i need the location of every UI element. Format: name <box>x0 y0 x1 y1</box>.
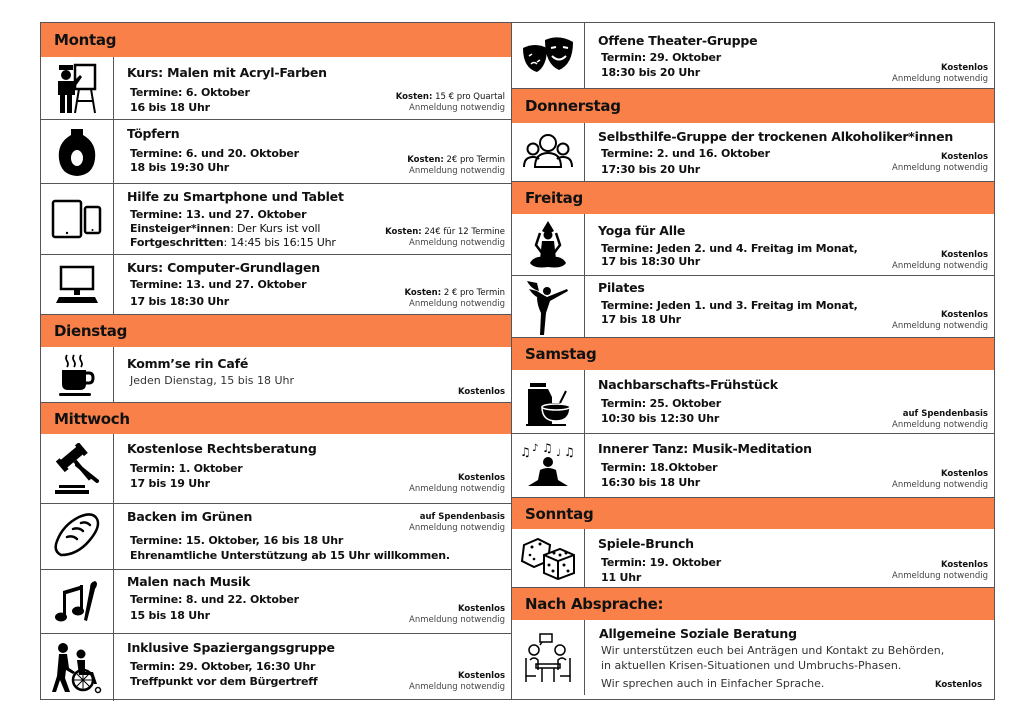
event-meeting-point: Treffpunkt vor dem Bürgertreff <box>130 675 318 688</box>
donation-label: auf Spendenbasis <box>419 512 505 522</box>
event-price <box>409 604 505 626</box>
free-label: Kostenlos <box>940 560 988 570</box>
registration-note: Anmeldung notwendig <box>409 484 505 494</box>
group-icon <box>512 123 585 181</box>
event-recht <box>41 434 511 504</box>
cost-label: Kosten: <box>385 227 422 237</box>
registration-note: Anmeldung notwendig <box>409 299 505 309</box>
registration-note: Anmeldung notwendig <box>892 163 988 173</box>
event-title: Yoga für Alle <box>598 223 686 238</box>
advanced-label: Fortgeschritten <box>130 236 224 249</box>
event-price <box>892 152 988 174</box>
event-title: Inklusive Spaziergangsgruppe <box>127 640 335 655</box>
day-header-sonntag: Sonntag <box>512 498 994 529</box>
music-brush-icon <box>41 570 114 633</box>
event-price <box>396 92 505 114</box>
event-time: 16 bis 18 Uhr <box>130 101 210 114</box>
event-brunch <box>512 529 994 588</box>
registration-note: Anmeldung notwendig <box>409 238 505 248</box>
free-label: Kostenlos <box>457 604 505 614</box>
event-price <box>892 409 988 431</box>
event-price <box>935 680 982 691</box>
event-title: Komm’se rin Café <box>127 356 249 371</box>
event-date: Termine: 15. Oktober, 16 bis 18 Uhr <box>130 534 344 547</box>
event-fruehstueck <box>512 370 994 434</box>
event-date: Termine: 13. und 27. Oktober <box>130 278 307 291</box>
event-title: Nachbarschafts-Frühstück <box>598 377 778 392</box>
event-musikmalen <box>41 570 511 634</box>
event-price <box>892 63 988 85</box>
right-column <box>511 22 995 700</box>
event-date: Termine: 8. und 22. Oktober <box>130 593 299 606</box>
event-time: 15 bis 18 Uhr <box>130 609 210 622</box>
cost-label: Kosten: <box>395 92 433 102</box>
event-selbsthilfe <box>512 123 994 182</box>
event-title: Kurs: Computer-Grundlagen <box>127 260 320 275</box>
cost-label: Kosten: <box>407 155 444 165</box>
event-title: Pilates <box>598 280 645 295</box>
event-price <box>458 387 505 398</box>
beginner-status: : Der Kurs ist voll <box>230 222 321 235</box>
event-time: 16:30 bis 18 Uhr <box>601 476 700 489</box>
event-date: Termine: 13. und 27. Oktober <box>130 208 307 221</box>
bread-icon <box>41 504 114 569</box>
event-title: Kurs: Malen mit Acryl-Farben <box>127 65 327 80</box>
cost-value: 2 € pro Termin <box>443 288 505 298</box>
event-price <box>892 560 988 582</box>
event-schedule: Jeden Dienstag, 15 bis 18 Uhr <box>130 374 295 387</box>
breakfast-icon <box>512 370 585 433</box>
event-time: 18:30 bis 20 Uhr <box>601 66 700 79</box>
dice-icon <box>512 529 585 587</box>
event-date: Termin: 25. Oktober <box>601 397 721 410</box>
cost-value: 2€ pro Termin <box>446 155 505 165</box>
advanced-time: : 14:45 bis 16:15 Uhr <box>223 236 336 249</box>
event-description-2: in aktuellen Krisen-Situationen und Umbruchs-Phasen. <box>601 659 902 672</box>
event-date: Termin: 29. Oktober <box>601 51 721 64</box>
registration-note: Anmeldung notwendig <box>409 615 505 625</box>
svg-text:♫: ♫ <box>542 441 553 455</box>
free-label: Kostenlos <box>457 387 505 397</box>
event-price <box>892 250 988 272</box>
day-header-freitag: Freitag <box>512 182 994 214</box>
beginner-label: Einsteiger*innen <box>130 222 231 235</box>
day-header-nach-absprache: Nach Absprache: <box>512 588 994 620</box>
registration-note: Anmeldung notwendig <box>409 103 505 113</box>
free-label: Kostenlos <box>940 63 988 73</box>
event-title: Innerer Tanz: Musik-Meditation <box>598 441 812 456</box>
event-beginner-info <box>130 222 320 235</box>
event-tanz <box>512 434 994 498</box>
event-price <box>409 671 505 693</box>
event-theater <box>512 23 994 89</box>
event-date: Termine: 6. Oktober <box>130 86 250 99</box>
registration-note: Anmeldung notwendig <box>892 420 988 430</box>
event-title: Selbsthilfe-Gruppe der trockenen Alkoholiker*innen <box>598 129 954 144</box>
day-header-donnerstag: Donnerstag <box>512 89 994 123</box>
event-date: Termine: Jeden 1. und 3. Freitag im Monat, <box>601 299 858 312</box>
registration-note: Anmeldung notwendig <box>892 571 988 581</box>
event-title: Backen im Grünen <box>127 509 253 524</box>
registration-note: Anmeldung notwendig <box>892 74 988 84</box>
svg-text:♪: ♪ <box>532 442 539 454</box>
coffee-cup-icon <box>41 347 114 402</box>
event-time: 17 bis 18 Uhr <box>601 313 681 326</box>
event-title: Offene Theater-Gruppe <box>598 33 758 48</box>
event-title: Töpfern <box>127 126 180 141</box>
theater-masks-icon <box>512 23 585 88</box>
svg-text:♫: ♫ <box>520 444 531 459</box>
svg-text:♩: ♩ <box>556 447 561 459</box>
event-cafe <box>41 347 511 403</box>
event-time: 18 bis 19:30 Uhr <box>130 161 229 174</box>
event-toepfern <box>41 120 511 184</box>
event-time: 17 bis 18:30 Uhr <box>130 295 229 308</box>
event-date: Termine: 6. und 20. Oktober <box>130 147 299 160</box>
vase-icon <box>41 120 114 183</box>
event-date: Termine: 2. und 16. Oktober <box>601 147 770 160</box>
event-title: Kostenlose Rechtsberatung <box>127 441 317 456</box>
event-price <box>407 155 505 177</box>
event-beratung <box>512 620 994 695</box>
event-price <box>409 512 505 534</box>
free-label: Kostenlos <box>934 680 982 690</box>
registration-note: Anmeldung notwendig <box>892 480 988 490</box>
day-header-samstag: Samstag <box>512 338 994 370</box>
event-time: 17 bis 19 Uhr <box>130 477 210 490</box>
event-date: Termin: 18.Oktober <box>601 461 718 474</box>
event-title: Allgemeine Soziale Beratung <box>599 626 797 641</box>
left-column <box>40 22 512 700</box>
free-label: Kostenlos <box>940 310 988 320</box>
event-time: 17 bis 18:30 Uhr <box>601 255 700 268</box>
event-smartphone <box>41 184 511 255</box>
event-yoga <box>512 214 994 276</box>
event-date: Termine: Jeden 2. und 4. Freitag im Monat, <box>601 242 858 255</box>
music-meditation-icon <box>512 434 585 497</box>
free-label: Kostenlos <box>457 671 505 681</box>
event-malen <box>41 57 511 120</box>
event-advanced-info <box>130 236 336 249</box>
event-time: 17:30 bis 20 Uhr <box>601 163 700 176</box>
registration-note: Anmeldung notwendig <box>409 523 505 533</box>
event-backen <box>41 504 511 570</box>
computer-icon <box>41 255 114 314</box>
cost-value: 15 € pro Quartal <box>435 92 505 102</box>
event-title: Malen nach Musik <box>127 574 251 589</box>
yoga-icon <box>512 214 585 275</box>
event-pilates <box>512 276 994 338</box>
free-label: Kostenlos <box>940 469 988 479</box>
event-note: Ehrenamtliche Unterstützung ab 15 Uhr willkommen. <box>130 549 450 562</box>
event-spaziergang <box>41 634 511 701</box>
painter-easel-icon <box>41 57 114 119</box>
registration-note: Anmeldung notwendig <box>892 321 988 331</box>
event-price <box>409 473 505 495</box>
cost-label: Kosten: <box>404 288 442 298</box>
event-time: 11 Uhr <box>601 571 642 584</box>
gavel-icon <box>41 434 114 503</box>
event-date: Termin: 1. Oktober <box>130 462 243 475</box>
free-label: Kostenlos <box>940 250 988 260</box>
event-title: Hilfe zu Smartphone und Tablet <box>127 189 344 204</box>
tablet-phone-icon <box>41 184 114 254</box>
free-label: Kostenlos <box>940 152 988 162</box>
event-date: Termin: 29. Oktober, 16:30 Uhr <box>130 660 316 673</box>
donation-label: auf Spendenbasis <box>902 409 988 419</box>
event-price <box>385 227 505 249</box>
day-header-dienstag: Dienstag <box>41 315 511 347</box>
day-header-montag: Montag <box>41 23 511 57</box>
registration-note: Anmeldung notwendig <box>409 166 505 176</box>
event-description-3: Wir sprechen auch in Einfacher Sprache. <box>601 677 825 690</box>
event-computer <box>41 255 511 315</box>
event-date: Termin: 19. Oktober <box>601 556 721 569</box>
free-label: Kostenlos <box>457 473 505 483</box>
event-price <box>404 288 505 310</box>
registration-note: Anmeldung notwendig <box>409 682 505 692</box>
event-title: Spiele-Brunch <box>598 536 694 551</box>
pilates-icon <box>512 276 585 337</box>
wheelchair-walk-icon <box>41 634 114 701</box>
cost-value: 24€ für 12 Termine <box>424 227 505 237</box>
day-header-mittwoch: Mittwoch <box>41 403 511 434</box>
event-price <box>892 310 988 332</box>
consultation-icon <box>512 620 585 695</box>
event-time: 10:30 bis 12:30 Uhr <box>601 412 720 425</box>
event-description-1: Wir unterstützen euch bei Anträgen und Kontakt zu Behörden, <box>601 644 945 657</box>
svg-text:♫: ♫ <box>564 444 575 459</box>
event-price <box>892 469 988 491</box>
registration-note: Anmeldung notwendig <box>892 261 988 271</box>
